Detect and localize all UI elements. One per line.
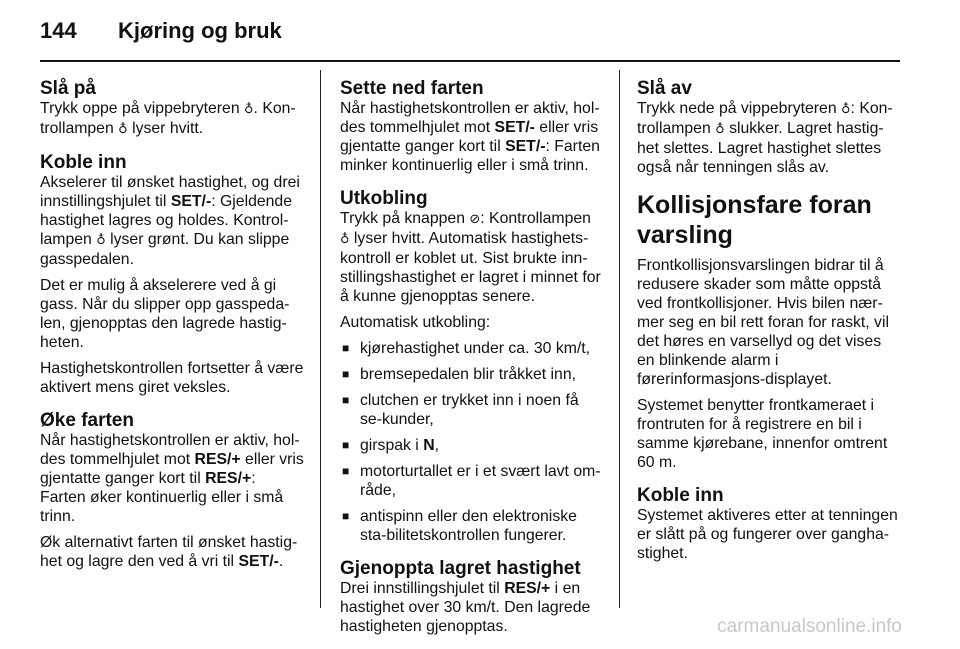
list-item: ■ antispinn eller den elektroniske sta-bilitetskontrollen fungerer.: [340, 507, 604, 545]
section-koble-inn-2: [637, 485, 903, 563]
paragraph: Systemet benytter frontkameraet i frontruten for å registrere en bil i samme kjørebane, innenfor omtrent 60 m.: [637, 397, 888, 471]
page-title: Kjøring og bruk: [118, 18, 282, 43]
section-utkobling: [340, 188, 604, 545]
section-heading: Slå av: [637, 78, 692, 99]
paragraph: Akselerer til ønsket hastighet, og drei innstillingshjulet til SET/-: Gjeldende hastighet lagres og holdes. Kontrol-lampen ♁ lyser grønt. Du kan slippe gasspedalen.: [40, 174, 300, 268]
list-item: ■ bremsepedalen blir tråkket inn,: [340, 365, 604, 384]
paragraph: Automatisk utkobling:: [340, 314, 491, 331]
paragraph: Trykk på knappen ⊘: Kontrollampen ♁ lyser hvitt. Automatisk hastighets-kontroll er koblet ut. Sist brukte inn-stillingshastighet er lagret i minnet for å kunne gjenopptas senere.: [340, 210, 601, 305]
paragraph: Trykk oppe på vippebryteren ♁. Kon-trollampen ♁ lyser hvitt.: [40, 100, 296, 137]
cruise-control-icon: ♁: [244, 102, 254, 117]
paragraph: Når hastighetskontrollen er aktiv, hol-des tommelhjulet mot RES/+ eller vris gjentatte ganger kort til RES/+: Farten øker kontinuerlig eller i små trinn.: [40, 432, 304, 525]
section-heading: Utkobling: [340, 188, 428, 209]
paragraph: Drei innstillingshjulet til RES/+ i en hastighet over 30 km/t. Den lagrede hastigheten gjenopptas.: [340, 580, 591, 635]
column-1: [40, 78, 304, 584]
section-sla-av: [637, 78, 903, 177]
paragraph: Øk alternativt farten til ønsket hastig-het og lagre den ved å vri til SET/-.: [40, 534, 298, 570]
section-sla-paa: [40, 78, 304, 139]
cruise-cancel-icon: ⊘: [469, 212, 481, 227]
header-rule: [40, 60, 900, 62]
section-heading: Sette ned farten: [340, 78, 484, 99]
section-sette-ned: [340, 78, 604, 175]
paragraph: Frontkollisjonsvarslingen bidrar til å redusere skader som måtte oppstå ved frontkollisjoner. Hvis bilen nær-mer seg en bil rett foran for raskt, vil det høres en varsellyd og det vises en blinkende alarm i førerinformasjons-displayet.: [637, 257, 889, 388]
section-heading: Koble inn: [40, 152, 127, 173]
section-gjenoppta: [340, 558, 604, 636]
section-heading: Gjenoppta lagret hastighet: [340, 558, 581, 579]
paragraph: Systemet aktiveres etter at tenningen er slått på og fungerer over gangha-stighet.: [637, 507, 898, 562]
column-divider: [320, 70, 321, 608]
section-heading: Koble inn: [637, 485, 724, 506]
cruise-control-icon: ♁: [96, 233, 106, 248]
list-item: ■ motorturtallet er i et svært lavt om-råde,: [340, 462, 604, 500]
paragraph: Hastighetskontrollen fortsetter å være aktivert mens giret veksles.: [40, 360, 304, 396]
column-3: [637, 78, 903, 576]
section-koble-inn: [40, 152, 304, 397]
bullet-list: [340, 339, 604, 545]
cruise-control-icon: ♁: [715, 122, 725, 137]
watermark: carmanualsonline.info: [717, 616, 902, 637]
list-item: ■ kjørehastighet under ca. 30 km/t,: [340, 339, 604, 358]
section-heading: Slå på: [40, 78, 96, 99]
paragraph: Det er mulig å akselerere ved å gi gass. Når du slipper opp gasspeda-len, gjenopptas den lagrede hastig-heten.: [40, 277, 290, 351]
list-item: ■ clutchen er trykket inn i noen få se-kunder,: [340, 391, 604, 429]
paragraph: Trykk nede på vippebryteren ♁: Kon-trollampen ♁ slukker. Lagret hastig-het slettes. Lagret hastighet slettes også når tenningen slås av.: [637, 100, 893, 176]
column-2: [340, 78, 604, 649]
chapter-heading: Kollisjonsfare foran varsling: [637, 191, 872, 249]
column-divider: [619, 70, 620, 608]
section-kollisjonsfare: [637, 190, 903, 472]
cruise-control-icon: ♁: [340, 232, 350, 247]
cruise-control-icon: ♁: [118, 122, 128, 137]
page-header: [40, 18, 282, 44]
page-number: 144: [40, 18, 77, 43]
list-item: ■ girspak i N,: [340, 436, 604, 455]
cruise-control-icon: ♁: [841, 102, 851, 117]
section-heading: Øke farten: [40, 410, 134, 431]
section-oke-farten: [40, 410, 304, 571]
paragraph: Når hastighetskontrollen er aktiv, hol-des tommelhjulet mot SET/- eller vris gjentatte ganger kort til SET/-: Farten minker kontinuerlig eller i små trinn.: [340, 100, 600, 174]
